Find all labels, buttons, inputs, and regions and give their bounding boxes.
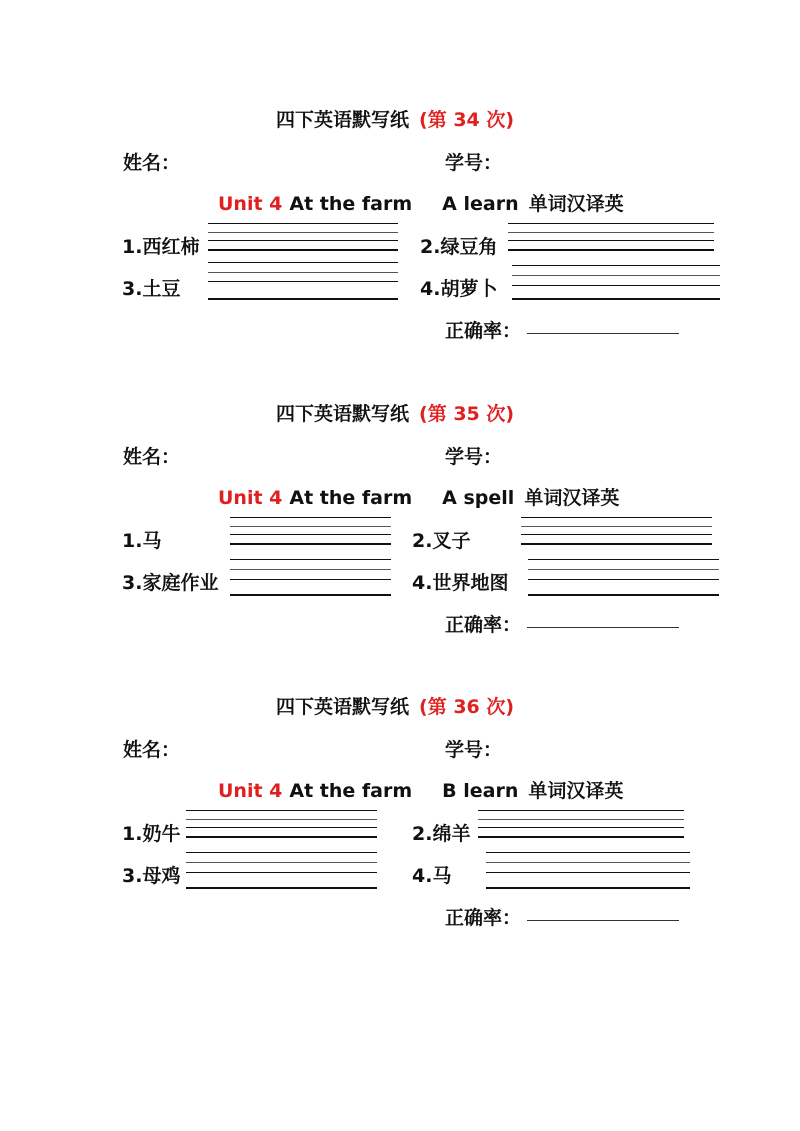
accuracy-label: 正确率： [445,907,522,929]
answer-lines[interactable] [230,517,391,553]
student-id-label: 学号： [445,446,503,468]
lesson-label: A learn [442,193,519,215]
item-prompt: 2.绿豆角 [420,236,498,258]
item-prompt: 3.家庭作业 [122,572,219,594]
accuracy-label: 正确率： [445,614,522,636]
accuracy-blank[interactable] [527,333,679,334]
answer-lines[interactable] [208,262,398,302]
item-prompt: 4.马 [412,865,452,887]
answer-lines[interactable] [486,852,690,890]
dictation-sheet [0,682,800,942]
item-prompt: 4.胡萝卜 [420,278,498,300]
answer-lines[interactable] [186,810,377,846]
answer-lines[interactable] [528,559,719,597]
lesson-label: B learn [442,780,519,802]
item-prompt: 1.马 [122,530,162,552]
student-id-label: 学号： [445,152,503,174]
sheet-number: (第 36 次) [419,696,515,718]
unit-heading [218,776,623,803]
task-label: 单词汉译英 [528,193,624,215]
accuracy-label: 正确率： [445,320,522,342]
answer-lines[interactable] [508,223,714,259]
item-prompt: 1.西红柿 [122,236,200,258]
sheet-title: 四下英语默写纸 (第 35 次) [276,403,515,425]
answer-lines[interactable] [230,559,391,597]
sheet-number: (第 35 次) [419,403,515,425]
lesson-label: A spell [442,487,515,509]
item-prompt: 2.绵羊 [412,823,471,845]
task-label: 单词汉译英 [528,780,624,802]
item-prompt: 4.世界地图 [412,572,509,594]
item-prompt: 2.叉子 [412,530,471,552]
unit-title: At the farm [289,780,413,802]
unit-heading [218,483,619,510]
answer-lines[interactable] [208,223,398,259]
item-prompt: 1.奶牛 [122,823,181,845]
sheet-number: (第 34 次) [419,109,515,131]
item-prompt: 3.土豆 [122,278,181,300]
sheet-title: 四下英语默写纸 (第 34 次) [276,109,515,131]
unit-number: Unit 4 [218,780,283,802]
item-prompt: 3.母鸡 [122,865,181,887]
sheet-title: 四下英语默写纸 (第 36 次) [276,696,515,718]
unit-title: At the farm [289,487,413,509]
answer-lines[interactable] [512,265,720,303]
accuracy-blank[interactable] [527,920,679,921]
answer-lines[interactable] [521,517,712,553]
task-label: 单词汉译英 [524,487,620,509]
answer-lines[interactable] [478,810,684,846]
accuracy-blank[interactable] [527,627,679,628]
dictation-sheet [0,95,800,355]
name-label: 姓名： [123,152,181,174]
unit-title: At the farm [289,193,413,215]
unit-number: Unit 4 [218,487,283,509]
name-label: 姓名： [123,739,181,761]
student-id-label: 学号： [445,739,503,761]
answer-lines[interactable] [186,852,377,890]
name-label: 姓名： [123,446,181,468]
unit-heading [218,189,624,216]
dictation-sheet [0,389,800,649]
unit-number: Unit 4 [218,193,283,215]
